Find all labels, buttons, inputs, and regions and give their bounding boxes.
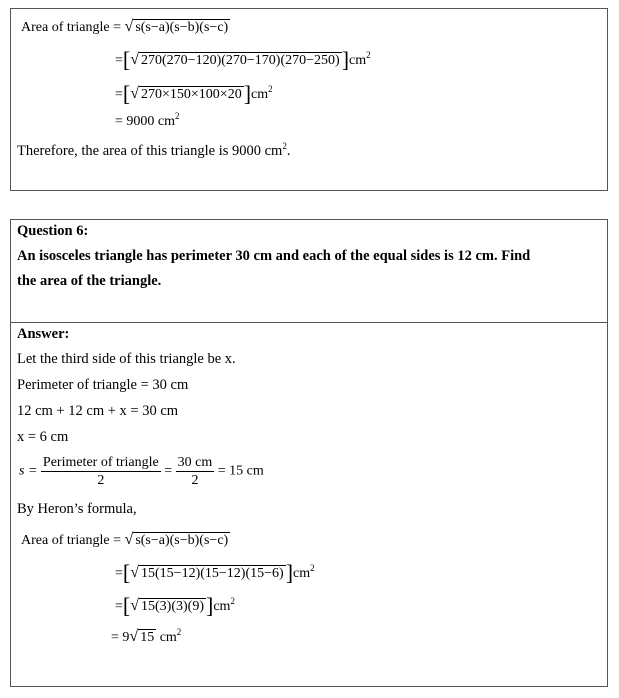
- semi-perimeter-line: s = $\frac{\text{Perimeter of triangle}}{2}$ = $\frac{30 cm}{2}$ = 15 cm: [19, 455, 264, 488]
- answer-line4: x = 6 cm: [17, 429, 69, 445]
- step2-radicand: 15(3)(3)(9): [141, 599, 204, 614]
- unit-exponent: 2: [268, 84, 273, 94]
- area-label: Area of triangle: [21, 533, 110, 548]
- fraction-numerator: 30 cm: [177, 455, 213, 470]
- conclusion-text: Therefore, the area of this triangle is 9000 cm: [17, 143, 283, 159]
- answer-box: [10, 322, 608, 687]
- heron-intro: By Heron’s formula,: [17, 501, 137, 517]
- heron-radicand: s(s−a)(s−b)(s−c): [135, 533, 229, 548]
- fraction-numerator: Perimeter of triangle: [42, 455, 159, 470]
- unit-exponent: 2: [310, 563, 315, 573]
- previous-answer-box: [10, 8, 608, 191]
- unit-text: cm: [251, 87, 269, 102]
- unit-exponent: 2: [282, 141, 287, 151]
- conclusion-period: .: [286, 143, 291, 159]
- unit-text: cm: [349, 53, 367, 68]
- value-fraction: [176, 454, 215, 489]
- answer-area-formula-line: Area of triangle = √ s(s−a)(s−b)(s−c): [21, 531, 229, 548]
- answer-area-result-line: = 9√ 15 $cm^2$: [111, 627, 182, 645]
- conclusion-line: [17, 142, 290, 160]
- perimeter-fraction: [41, 454, 161, 489]
- step1-radicand: 15(15−12)(15−12)(15−6): [141, 566, 284, 581]
- step1-radicand: 270(270−120)(270−170)(270−250): [141, 53, 340, 68]
- question-heading: Question 6:: [17, 223, 89, 239]
- step2-radicand: 270×150×100×20: [141, 87, 242, 102]
- s-label: s =: [19, 463, 38, 479]
- unit-exponent: 2: [175, 111, 180, 121]
- unit-exponent: 2: [230, 596, 235, 606]
- fraction-denominator: 2: [97, 473, 105, 488]
- area-result-line: [115, 113, 180, 131]
- question-box: [10, 219, 608, 323]
- heron-radicand: s(s−a)(s−b)(s−c): [135, 20, 229, 35]
- area-result: = 9000 cm: [115, 114, 175, 129]
- question-text-line2: the area of the triangle.: [17, 273, 162, 289]
- result-radicand: 15: [140, 630, 155, 645]
- area-formula-line: Area of triangle = √ s(s−a)(s−b)(s−c): [21, 18, 229, 35]
- area-label: Area of triangle: [21, 20, 110, 35]
- answer-line1: Let the third side of this triangle be x.: [17, 351, 236, 367]
- result-unit: cm: [156, 630, 177, 645]
- fraction-denominator: 2: [191, 473, 199, 488]
- answer-line3: 12 cm + 12 cm + x = 30 cm: [17, 403, 179, 419]
- result-coefficient: = 9: [111, 630, 130, 645]
- unit-text: cm: [293, 566, 311, 581]
- area-step1-line: =[√ $270(270-120)(270-170)(270-250)]cm^2$: [115, 47, 371, 72]
- answer-area-step2-line: =[√ $15(3)(3)(9)]cm^2$: [115, 593, 235, 618]
- answer-heading: Answer:: [17, 326, 70, 342]
- answer-line2: Perimeter of triangle = 30 cm: [17, 377, 189, 393]
- unit-text: cm: [213, 599, 231, 614]
- question-text-line1: An isosceles triangle has perimeter 30 cm and each of the equal sides is 12 cm. Find: [17, 248, 531, 264]
- answer-area-step1-line: =[√ $15(15-12)(15-12)(15-6)]cm^2$: [115, 560, 315, 585]
- unit-exponent: 2: [176, 627, 182, 637]
- s-result: = 15 cm: [217, 463, 264, 479]
- unit-exponent: 2: [366, 50, 371, 60]
- area-step2-line: =[√ $270\times 150\times 100\times 20]cm^2$: [115, 81, 273, 106]
